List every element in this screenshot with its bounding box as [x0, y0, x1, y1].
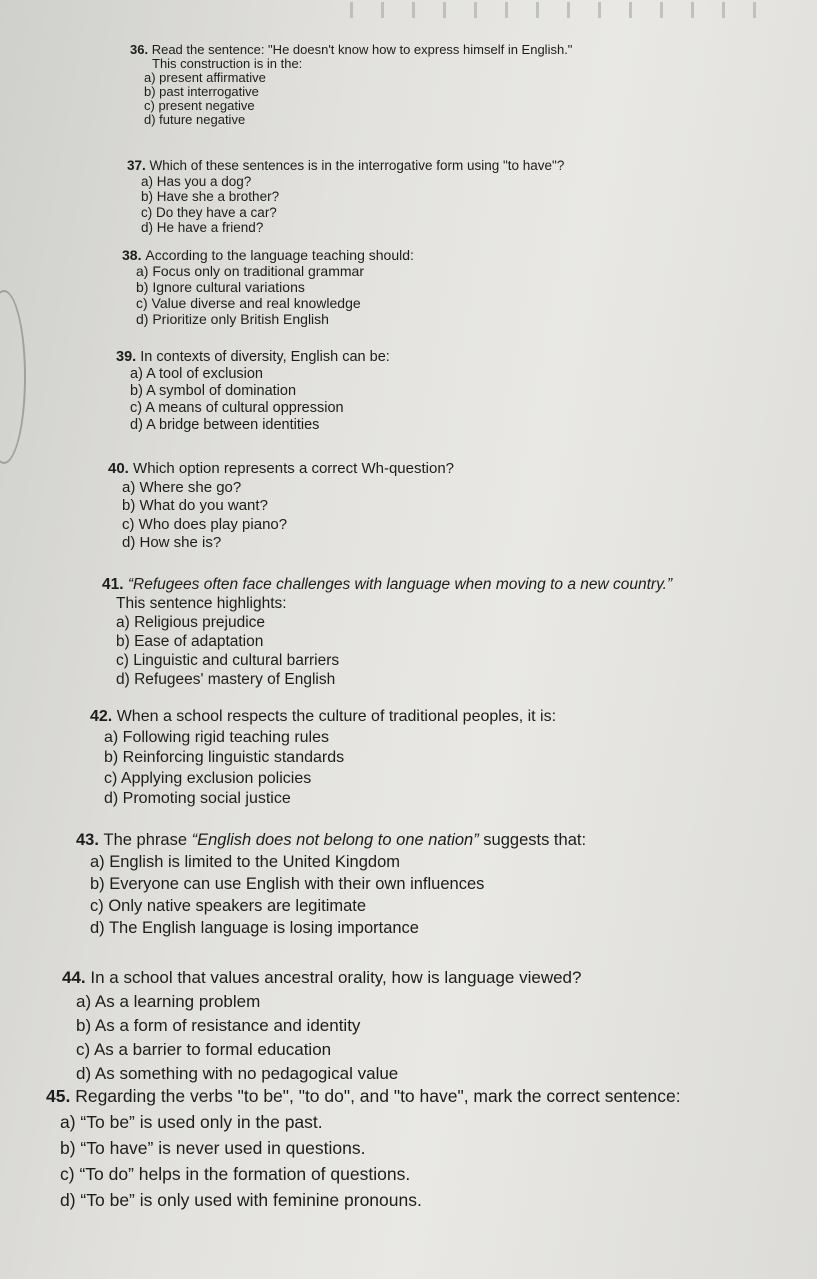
- option-d: d) He have a friend?: [141, 220, 264, 235]
- question-subtext: This sentence highlights:: [116, 595, 287, 612]
- page-curl-shadow: [0, 290, 26, 464]
- question-stem-quote: “English does not belong to one nation”: [191, 831, 479, 849]
- option-d: d) Promoting social justice: [104, 790, 291, 807]
- option-d: d) The English language is losing importance: [90, 919, 419, 937]
- question-number: 37.: [127, 158, 146, 173]
- question-number: 36.: [130, 42, 149, 57]
- option-c: c) Linguistic and cultural barriers: [116, 652, 340, 669]
- option-b: b) past interrogative: [144, 84, 259, 99]
- option-b: b) Ease of adaptation: [116, 633, 264, 650]
- question-stem-pre: The phrase: [103, 831, 192, 849]
- question-number: 41.: [102, 576, 124, 593]
- question-stem: In a school that values ancestral orality, how is language viewed?: [90, 968, 582, 987]
- option-b: b) Ignore cultural variations: [136, 279, 305, 295]
- option-b: b) Reinforcing linguistic standards: [104, 749, 345, 766]
- option-a: a) “To be” is used only in the past.: [60, 1112, 323, 1132]
- question-number: 38.: [122, 247, 142, 263]
- option-a: a) Religious prejudice: [116, 614, 266, 631]
- question-41: [102, 575, 672, 689]
- option-b: b) What do you want?: [122, 497, 268, 514]
- option-a: a) A tool of exclusion: [130, 366, 263, 382]
- option-b: b) As a form of resistance and identity: [76, 1016, 361, 1035]
- option-a: a) present affirmative: [144, 70, 266, 85]
- question-number: 44.: [62, 968, 86, 987]
- question-stem-post: suggests that:: [478, 831, 587, 849]
- question-stem: When a school respects the culture of traditional peoples, it is:: [116, 708, 557, 725]
- option-d: d) Refugees' mastery of English: [116, 671, 336, 688]
- question-44: [62, 966, 581, 1086]
- option-d: d) “To be” is only used with feminine pronouns.: [60, 1190, 422, 1210]
- question-subtext: This construction is in the:: [152, 56, 303, 71]
- question-38: [122, 247, 414, 327]
- option-a: a) Where she go?: [122, 478, 242, 496]
- option-a: a) Has you a dog?: [141, 173, 252, 189]
- option-b: b) “To have” is never used in questions.: [60, 1138, 366, 1158]
- question-stem: In contexts of diversity, English can be:: [140, 349, 390, 365]
- question-number: 40.: [108, 460, 129, 477]
- question-stem: According to the language teaching should:: [145, 247, 414, 263]
- option-b: b) A symbol of domination: [130, 383, 297, 399]
- question-43: [76, 829, 586, 939]
- question-42: [90, 707, 556, 810]
- question-number: 43.: [76, 831, 99, 849]
- option-d: d) A bridge between identities: [130, 417, 320, 433]
- question-stem: Which option represents a correct Wh-question?: [133, 460, 455, 477]
- option-c: c) A means of cultural oppression: [130, 400, 344, 416]
- option-d: d) future negative: [144, 112, 246, 127]
- question-stem: “Refugees often face challenges with language when moving to a new country.”: [127, 576, 673, 593]
- option-b: b) Have she a brother?: [141, 189, 280, 204]
- option-c: c) Only native speakers are legitimate: [90, 897, 367, 915]
- question-45: [46, 1083, 681, 1213]
- option-a: a) As a learning problem: [76, 992, 261, 1011]
- option-c: c) Applying exclusion policies: [104, 769, 312, 787]
- option-c: c) present negative: [144, 98, 255, 113]
- option-c: c) As a barrier to formal education: [76, 1040, 332, 1059]
- question-number: 42.: [90, 708, 113, 725]
- question-stem: Regarding the verbs "to be", "to do", and "to have", mark the correct sentence:: [75, 1086, 681, 1106]
- question-stem: Read the sentence: "He doesn't know how to express himself in English.": [151, 42, 573, 57]
- question-37: [127, 158, 564, 236]
- option-c: c) “To do” helps in the formation of questions.: [60, 1164, 411, 1184]
- question-number: 45.: [46, 1086, 71, 1106]
- option-c: c) Who does play piano?: [122, 515, 288, 533]
- option-a: a) Focus only on traditional grammar: [136, 263, 364, 279]
- question-39: [116, 349, 390, 434]
- option-b: b) Everyone can use English with their own influences: [90, 875, 485, 893]
- option-d: d) How she is?: [122, 534, 222, 551]
- question-40: [108, 460, 454, 553]
- option-d: d) As something with no pedagogical value: [76, 1064, 399, 1083]
- option-a: a) Following rigid teaching rules: [104, 728, 329, 746]
- question-stem: Which of these sentences is in the interrogative form using "to have"?: [149, 158, 565, 173]
- question-36: [130, 43, 572, 127]
- question-number: 39.: [116, 349, 137, 365]
- option-c: c) Do they have a car?: [141, 204, 277, 220]
- option-a: a) English is limited to the United Kingdom: [90, 853, 400, 871]
- option-c: c) Value diverse and real knowledge: [136, 295, 361, 311]
- option-d: d) Prioritize only British English: [136, 311, 329, 327]
- bleed-through-marks: [350, 2, 810, 30]
